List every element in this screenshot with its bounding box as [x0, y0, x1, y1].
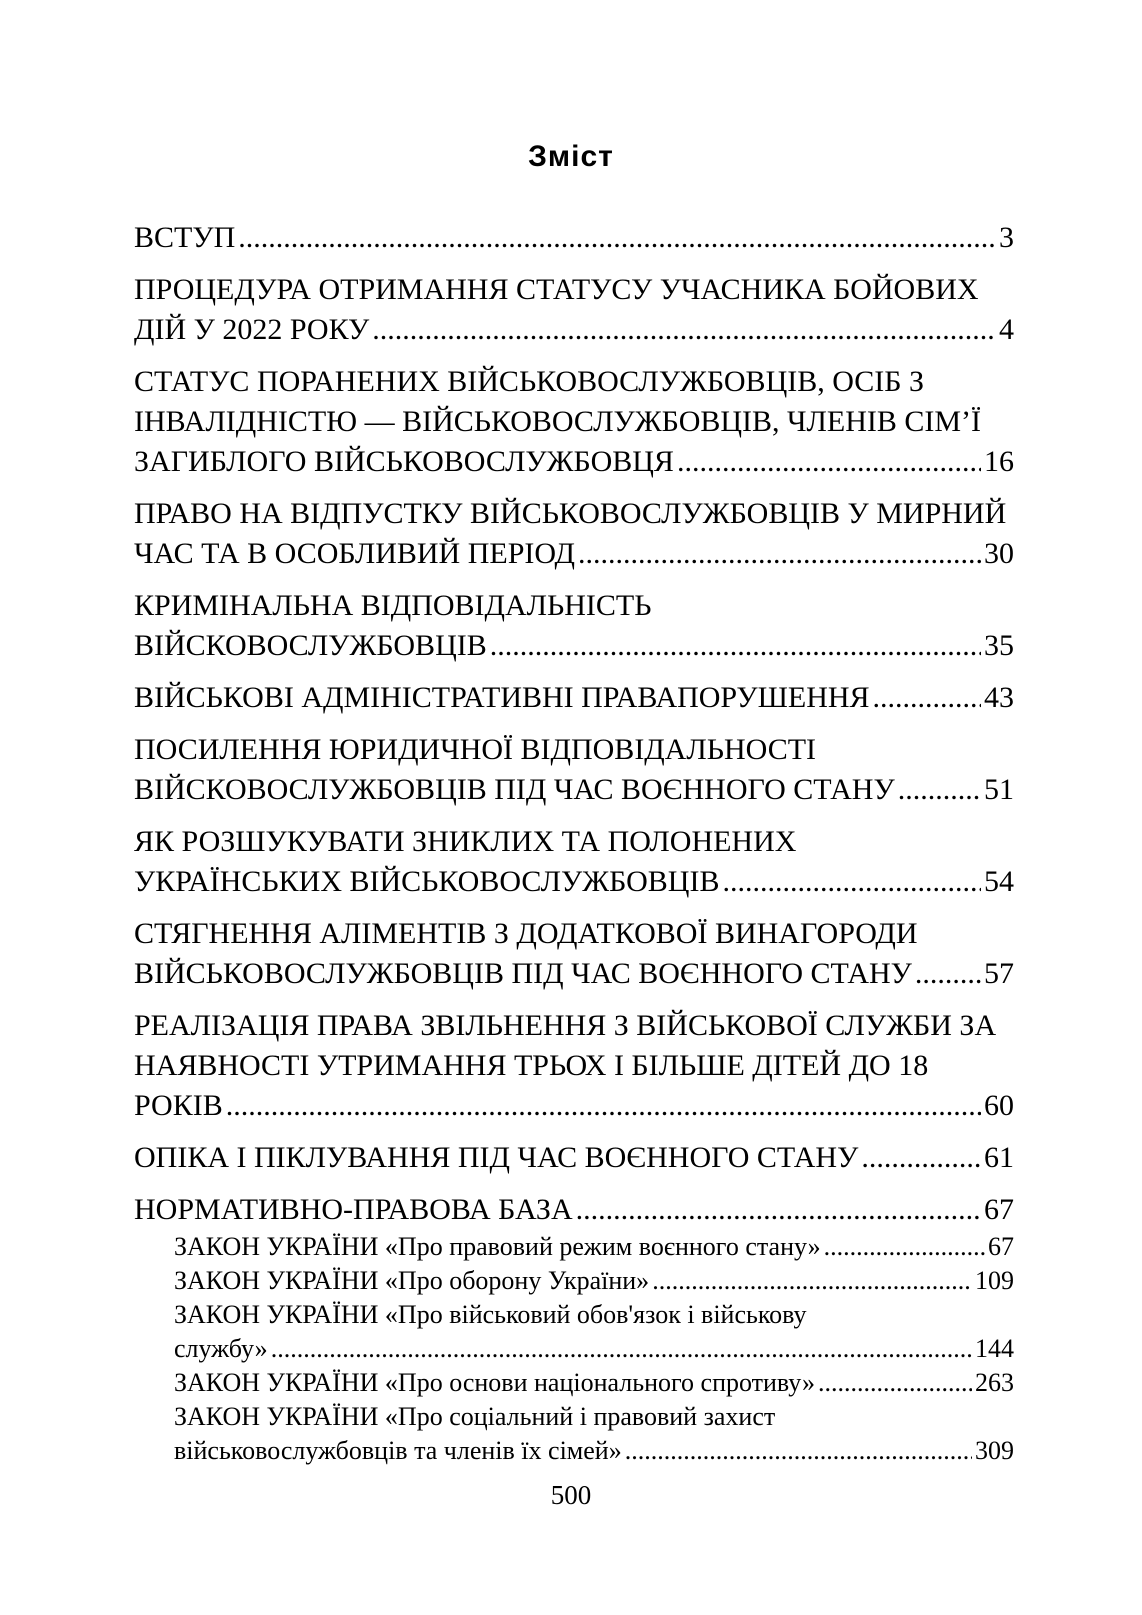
leader-dots	[861, 1138, 981, 1178]
toc-entry-title: ВІЙСЬКОВІ АДМІНІСТРАТИВНІ ПРАВАПОРУШЕННЯ	[134, 681, 870, 714]
toc-entry-title: УКРАЇНСЬКИХ ВІЙСЬКОВОСЛУЖБОВЦІВ	[134, 865, 720, 898]
toc-page-number: 60	[984, 1089, 1014, 1122]
toc-subentry-title: ЗАКОН УКРАЇНИ «Про основи національного спротиву»	[174, 1368, 815, 1397]
toc-entry[interactable]	[134, 1190, 1014, 1230]
toc-entry[interactable]	[134, 1138, 1014, 1178]
toc-subentry-title: службу»	[174, 1334, 268, 1363]
leader-dots	[578, 534, 981, 574]
toc-entry[interactable]	[134, 362, 1014, 482]
toc-entry-title: ЧАС ТА В ОСОБЛИВИЙ ПЕРІОД	[134, 537, 576, 570]
toc-entry-title-line: КРИМІНАЛЬНА ВІДПОВІДАЛЬНІСТЬ	[134, 589, 652, 622]
toc-subentry-title: військовослужбовців та членів їх сімей»	[174, 1436, 622, 1465]
leader-dots	[898, 770, 981, 810]
toc-page-number: 67	[988, 1232, 1014, 1261]
toc-page-number: 309	[975, 1436, 1014, 1465]
toc-entry-title: ЗАГИБЛОГО ВІЙСЬКОВОСЛУЖБОВЦЯ	[134, 445, 674, 478]
toc-entry[interactable]	[134, 678, 1014, 718]
toc-entry[interactable]	[134, 1006, 1014, 1126]
toc-entry[interactable]	[134, 218, 1014, 258]
toc-entry-title: РОКІВ	[134, 1089, 223, 1122]
toc-page-number: 16	[984, 445, 1014, 478]
toc-entry[interactable]	[134, 730, 1014, 810]
toc-entry-title-line: ЯК РОЗШУКУВАТИ ЗНИКЛИХ ТА ПОЛОНЕНИХ	[134, 825, 797, 858]
toc-entry[interactable]	[134, 822, 1014, 902]
toc-page-number: 67	[984, 1193, 1014, 1226]
toc-page-number: 51	[984, 773, 1014, 806]
leader-dots	[271, 1332, 972, 1366]
leader-dots	[226, 1086, 981, 1126]
leader-dots	[677, 442, 981, 482]
toc-page-number: 109	[975, 1266, 1014, 1295]
toc-page-number: 54	[984, 865, 1014, 898]
toc-subentry-title-line: ЗАКОН УКРАЇНИ «Про військовий обов'язок і військову	[174, 1300, 807, 1329]
toc-page-number: 3	[999, 221, 1014, 254]
toc-entry-title: НОРМАТИВНО-ПРАВОВА БАЗА	[134, 1193, 573, 1226]
leader-dots	[652, 1264, 972, 1298]
toc-entry-title: ВІЙСКОВОСЛУЖБОВЦІВ ПІД ЧАС ВОЄННОГО СТАНУ	[134, 773, 895, 806]
toc-page-number: 30	[984, 537, 1014, 570]
toc-entry-title: ВІЙСЬКОВОСЛУЖБОВЦІВ ПІД ЧАС ВОЄННОГО СТАНУ	[134, 957, 912, 990]
table-of-contents	[134, 218, 1014, 1468]
toc-entry-title-line: ПРАВО НА ВІДПУСТКУ ВІЙСЬКОВОСЛУЖБОВЦІВ У МИРНИЙ	[134, 497, 1007, 530]
toc-page-number: 144	[975, 1334, 1014, 1363]
toc-entry-title: ВСТУП	[134, 221, 236, 254]
toc-entry[interactable]	[134, 914, 1014, 994]
toc-subentry-title: ЗАКОН УКРАЇНИ «Про правовий режим воєнного стану»	[174, 1232, 821, 1261]
toc-entry-title-line: РЕАЛІЗАЦІЯ ПРАВА ЗВІЛЬНЕННЯ З ВІЙСЬКОВОЇ СЛУЖБИ ЗА НАЯВНОСТІ УТРИМАННЯ ТРЬОХ І БІЛЬШЕ ДІТЕЙ ДО 18	[134, 1009, 997, 1082]
toc-page-number: 263	[975, 1368, 1014, 1397]
toc-entry[interactable]	[134, 494, 1014, 574]
toc-entry-title-line: СТАТУС ПОРАНЕНИХ ВІЙСЬКОВОСЛУЖБОВЦІВ, ОСІБ З ІНВАЛІДНІСТЮ — ВІЙСЬКОВОСЛУЖБОВЦІВ, ЧЛЕНІВ СІМ’Ї	[134, 365, 982, 438]
leader-dots	[818, 1366, 972, 1400]
toc-subentry[interactable]	[134, 1298, 1014, 1366]
leader-dots	[490, 626, 981, 666]
leader-dots	[576, 1190, 981, 1230]
leader-dots	[722, 862, 981, 902]
page-number: 500	[550, 1480, 592, 1510]
toc-subentry-title: ЗАКОН УКРАЇНИ «Про оборону України»	[174, 1266, 650, 1295]
toc-subentry[interactable]	[134, 1400, 1014, 1468]
toc-entry[interactable]	[134, 586, 1014, 666]
toc-entry-title: ОПІКА І ПІКЛУВАННЯ ПІД ЧАС ВОЄННОГО СТАНУ	[134, 1141, 859, 1174]
toc-page-number: 4	[999, 313, 1014, 346]
toc-page-number: 61	[984, 1141, 1014, 1174]
toc-page-number: 57	[984, 957, 1014, 990]
toc-entry[interactable]	[134, 270, 1014, 350]
toc-entry-title-line: ПОСИЛЕННЯ ЮРИДИЧНОЇ ВІДПОВІДАЛЬНОСТІ	[134, 733, 817, 766]
toc-subentry-title-line: ЗАКОН УКРАЇНИ «Про соціальний і правовий захист	[174, 1402, 776, 1431]
toc-entry-title-line: ПРОЦЕДУРА ОТРИМАННЯ СТАТУСУ УЧАСНИКА БОЙОВИХ	[134, 273, 979, 306]
toc-subentry[interactable]	[134, 1264, 1014, 1298]
toc-page-number: 35	[984, 629, 1014, 662]
leader-dots	[824, 1230, 985, 1264]
leader-dots	[915, 954, 981, 994]
toc-page-number: 43	[984, 681, 1014, 714]
leader-dots	[238, 218, 996, 258]
toc-entry-title-line: СТЯГНЕННЯ АЛІМЕНТІВ З ДОДАТКОВОЇ ВИНАГОРОДИ	[134, 917, 918, 950]
leader-dots	[625, 1434, 972, 1468]
toc-subentry[interactable]	[134, 1366, 1014, 1400]
page-title: Зміст	[528, 140, 614, 173]
leader-dots	[372, 310, 996, 350]
toc-subentry[interactable]	[134, 1230, 1014, 1264]
toc-entry-title: ДІЙ У 2022 РОКУ	[134, 313, 370, 346]
toc-entry-title: ВІЙСКОВОСЛУЖБОВЦІВ	[134, 629, 487, 662]
leader-dots	[873, 678, 981, 718]
